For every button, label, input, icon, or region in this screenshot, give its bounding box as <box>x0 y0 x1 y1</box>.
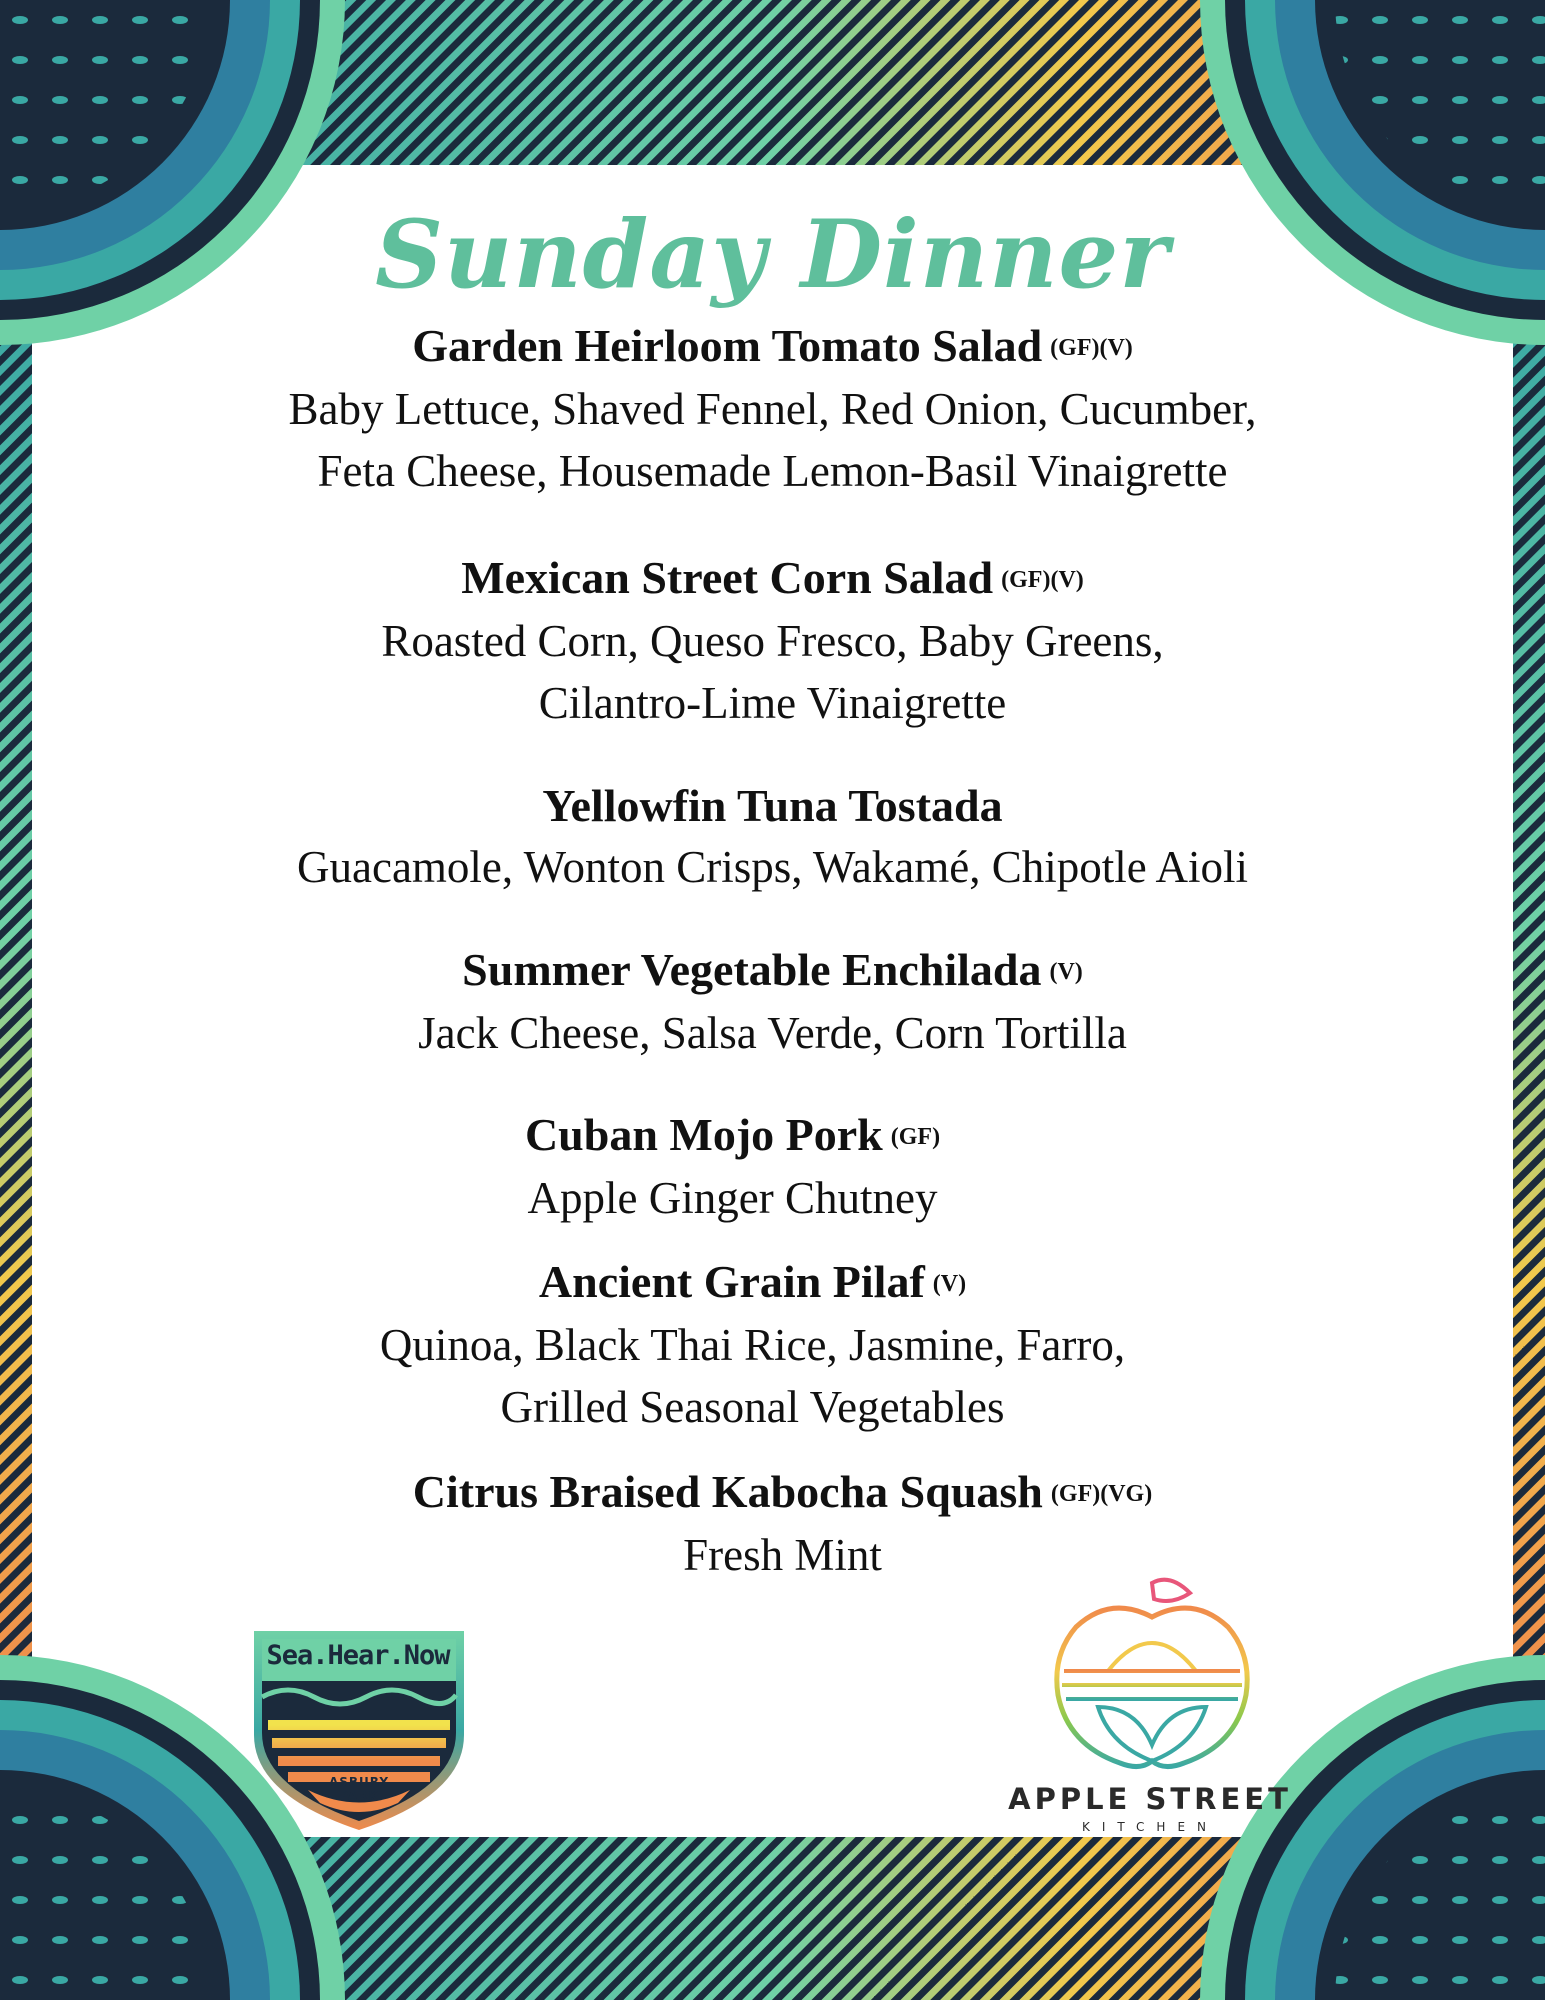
apple-street-kitchen-logo <box>1050 1575 1255 1775</box>
item-desc-line: Grilled Seasonal Vegetables <box>500 1382 1005 1432</box>
item-desc-line: Feta Cheese, Housemade Lemon-Basil Vinaigrette <box>317 446 1228 496</box>
item-name: Summer Vegetable Enchilada <box>462 944 1042 995</box>
menu-item-tomato-salad <box>0 316 1545 502</box>
menu-item-tuna-tostada <box>0 776 1545 898</box>
item-desc-line: Cilantro-Lime Vinaigrette <box>538 678 1007 728</box>
item-desc-line: Guacamole, Wonton Crisps, Wakamé, Chipotle Aioli <box>297 842 1248 892</box>
item-desc-line: Fresh Mint <box>683 1530 882 1580</box>
item-desc-line: Apple Ginger Chutney <box>527 1173 938 1223</box>
diet-tags: (GF) <box>890 1124 941 1150</box>
apple-street-wordmark: APPLE STREET <box>1008 1782 1292 1816</box>
item-name: Cuban Mojo Pork <box>524 1109 883 1160</box>
item-name: Yellowfin Tuna Tostada <box>542 780 1003 831</box>
sea-hear-now-wordmark: Sea.Hear.Now <box>266 1640 450 1671</box>
item-desc-line: Quinoa, Black Thai Rice, Jasmine, Farro, <box>379 1320 1126 1370</box>
menu-item-mojo-pork <box>0 1105 1505 1229</box>
location-line: PARK <box>339 1789 379 1803</box>
menu-item-kabocha-squash <box>10 1462 1545 1586</box>
item-name: Mexican Street Corn Salad <box>461 552 994 603</box>
menu-title: Sunday Dinner <box>375 200 1170 310</box>
diet-tags: (V) <box>1049 959 1083 985</box>
diet-tags: (GF)(V) <box>1001 567 1084 593</box>
sea-hear-now-location <box>300 1775 418 1803</box>
diet-tags: (GF)(VG) <box>1050 1481 1153 1507</box>
diet-tags: (GF)(V) <box>1050 335 1133 361</box>
item-desc-line: Roasted Corn, Queso Fresco, Baby Greens, <box>381 616 1164 666</box>
diet-tags: (V) <box>932 1271 967 1297</box>
location-line: ASBURY <box>328 1775 390 1789</box>
apple-street-subtitle: KITCHEN <box>1082 1820 1218 1834</box>
item-name: Garden Heirloom Tomato Salad <box>412 320 1043 371</box>
item-name: Citrus Braised Kabocha Squash <box>412 1466 1043 1517</box>
menu-item-street-corn-salad <box>0 548 1545 734</box>
menu-item-vegetable-enchilada <box>0 940 1545 1064</box>
item-desc-line: Baby Lettuce, Shaved Fennel, Red Onion, Cucumber, <box>288 384 1257 434</box>
item-name: Ancient Grain Pilaf <box>538 1256 925 1307</box>
item-desc-line: Jack Cheese, Salsa Verde, Corn Tortilla <box>418 1008 1127 1058</box>
menu-item-grain-pilaf <box>0 1252 1525 1438</box>
